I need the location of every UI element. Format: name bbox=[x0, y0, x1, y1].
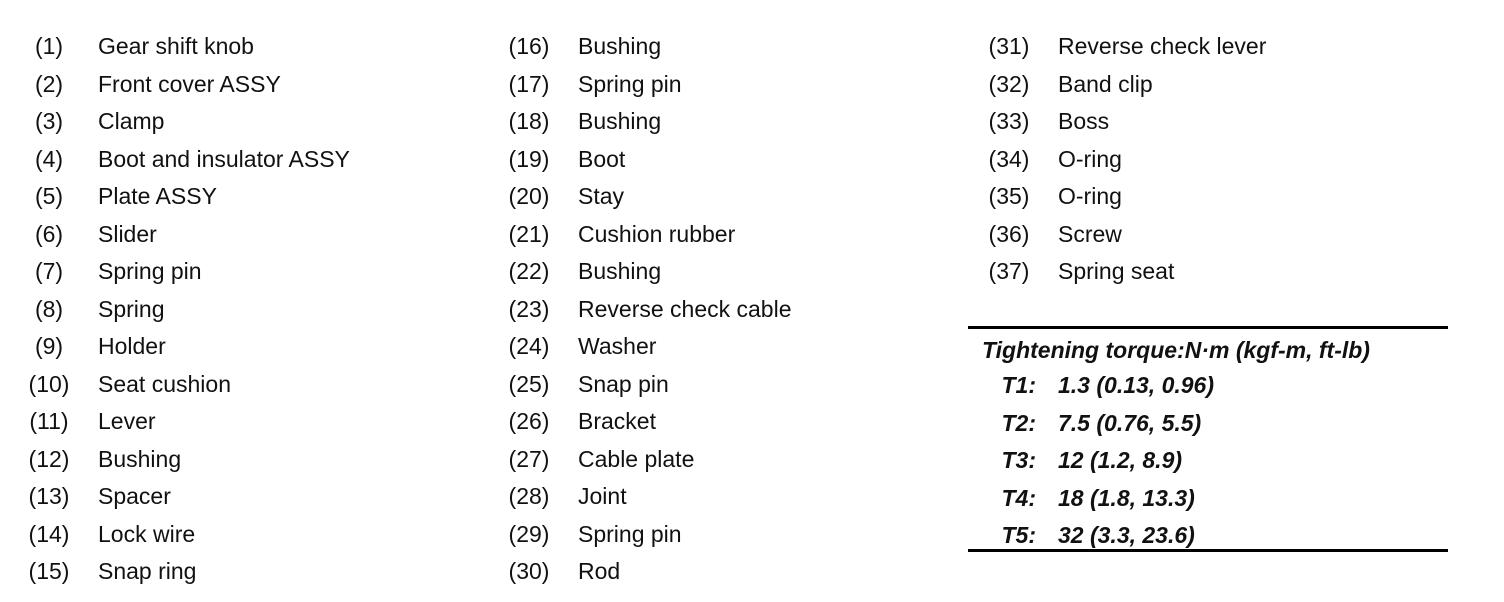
torque-row-t5 bbox=[968, 517, 1195, 555]
torque-code: T4: bbox=[1001, 484, 1036, 511]
part-name: Spring pin bbox=[578, 70, 682, 97]
part-row-35 bbox=[984, 178, 1266, 216]
torque-row-t2 bbox=[968, 405, 1201, 443]
part-row-29 bbox=[504, 516, 792, 554]
part-number: (31) bbox=[988, 33, 1030, 60]
part-row-24 bbox=[504, 328, 792, 366]
part-name: Bracket bbox=[578, 408, 656, 435]
part-row-16 bbox=[504, 28, 792, 66]
part-name: Spring seat bbox=[1058, 258, 1175, 285]
torque-row-t4 bbox=[968, 480, 1195, 518]
part-name: Lock wire bbox=[98, 520, 196, 547]
part-number: (36) bbox=[988, 220, 1030, 247]
part-name: Boot and insulator ASSY bbox=[98, 145, 350, 172]
part-name: Front cover ASSY bbox=[98, 70, 281, 97]
part-name: Joint bbox=[578, 483, 627, 510]
part-name: Reverse check lever bbox=[1058, 33, 1267, 60]
part-number: (30) bbox=[508, 558, 550, 585]
part-name: Holder bbox=[98, 333, 166, 360]
part-row-27 bbox=[504, 441, 792, 479]
part-name: Band clip bbox=[1058, 70, 1153, 97]
part-name: Cushion rubber bbox=[578, 220, 736, 247]
part-number: (10) bbox=[28, 370, 70, 397]
part-number: (35) bbox=[988, 183, 1030, 210]
part-name: Washer bbox=[578, 333, 657, 360]
torque-value: 1.3 (0.13, 0.96) bbox=[1058, 372, 1214, 399]
part-number: (25) bbox=[508, 370, 550, 397]
parts-column-1 bbox=[24, 28, 350, 591]
part-row-33 bbox=[984, 103, 1266, 141]
part-row-18 bbox=[504, 103, 792, 141]
part-name: O-ring bbox=[1058, 183, 1122, 210]
part-number: (7) bbox=[34, 258, 64, 285]
part-name: Boss bbox=[1058, 108, 1110, 135]
part-number: (3) bbox=[34, 108, 64, 135]
part-name: Spring pin bbox=[578, 520, 682, 547]
part-name: Snap pin bbox=[578, 370, 669, 397]
part-name: Slider bbox=[98, 220, 157, 247]
part-name: Snap ring bbox=[98, 558, 197, 585]
part-number: (28) bbox=[508, 483, 550, 510]
part-row-14 bbox=[24, 516, 350, 554]
part-name: Bushing bbox=[578, 33, 662, 60]
part-row-17 bbox=[504, 66, 792, 104]
part-row-5 bbox=[24, 178, 350, 216]
part-number: (22) bbox=[508, 258, 550, 285]
part-number: (9) bbox=[34, 333, 64, 360]
part-number: (27) bbox=[508, 445, 550, 472]
part-number: (29) bbox=[508, 520, 550, 547]
part-name: Rod bbox=[578, 558, 621, 585]
part-name: O-ring bbox=[1058, 145, 1122, 172]
part-number: (6) bbox=[34, 220, 64, 247]
part-name: Bushing bbox=[578, 108, 662, 135]
part-name: Reverse check cable bbox=[578, 295, 792, 322]
torque-row-t3 bbox=[968, 442, 1182, 480]
part-name: Cable plate bbox=[578, 445, 695, 472]
part-name: Bushing bbox=[98, 445, 182, 472]
part-number: (2) bbox=[34, 70, 64, 97]
part-row-7 bbox=[24, 253, 350, 291]
parts-column-3 bbox=[984, 28, 1266, 291]
part-row-8 bbox=[24, 291, 350, 329]
part-name: Seat cushion bbox=[98, 370, 231, 397]
part-number: (12) bbox=[28, 445, 70, 472]
part-row-37 bbox=[984, 253, 1266, 291]
part-number: (8) bbox=[34, 295, 64, 322]
part-row-4 bbox=[24, 141, 350, 179]
part-row-23 bbox=[504, 291, 792, 329]
part-row-2 bbox=[24, 66, 350, 104]
torque-row-t1 bbox=[968, 367, 1214, 405]
torque-code: T3: bbox=[1001, 447, 1036, 474]
part-number: (26) bbox=[508, 408, 550, 435]
part-number: (32) bbox=[988, 70, 1030, 97]
part-row-34 bbox=[984, 141, 1266, 179]
part-number: (1) bbox=[34, 33, 64, 60]
part-row-11 bbox=[24, 403, 350, 441]
part-number: (13) bbox=[28, 483, 70, 510]
torque-value: 12 (1.2, 8.9) bbox=[1058, 447, 1183, 474]
part-name: Stay bbox=[578, 183, 625, 210]
part-row-21 bbox=[504, 216, 792, 254]
part-number: (14) bbox=[28, 520, 70, 547]
torque-value: 18 (1.8, 13.3) bbox=[1058, 484, 1195, 511]
part-number: (19) bbox=[508, 145, 550, 172]
part-row-32 bbox=[984, 66, 1266, 104]
parts-list-2 bbox=[504, 28, 792, 591]
part-row-13 bbox=[24, 478, 350, 516]
part-name: Boot bbox=[578, 145, 626, 172]
part-number: (4) bbox=[34, 145, 64, 172]
torque-value: 7.5 (0.76, 5.5) bbox=[1058, 409, 1202, 436]
part-row-22 bbox=[504, 253, 792, 291]
part-name: Screw bbox=[1058, 220, 1122, 247]
part-row-9 bbox=[24, 328, 350, 366]
part-name: Spring pin bbox=[98, 258, 202, 285]
part-row-28 bbox=[504, 478, 792, 516]
part-number: (17) bbox=[508, 70, 550, 97]
part-name: Gear shift knob bbox=[98, 33, 254, 60]
part-number: (24) bbox=[508, 333, 550, 360]
part-name: Bushing bbox=[578, 258, 662, 285]
part-number: (23) bbox=[508, 295, 550, 322]
part-number: (34) bbox=[988, 145, 1030, 172]
part-name: Lever bbox=[98, 408, 156, 435]
part-name: Clamp bbox=[98, 108, 165, 135]
part-name: Spacer bbox=[98, 483, 171, 510]
torque-code: T5: bbox=[1001, 522, 1036, 549]
part-number: (33) bbox=[988, 108, 1030, 135]
part-row-12 bbox=[24, 441, 350, 479]
part-number: (16) bbox=[508, 33, 550, 60]
torque-table bbox=[968, 326, 1448, 552]
torque-code: T2: bbox=[1001, 409, 1036, 436]
part-row-19 bbox=[504, 141, 792, 179]
part-number: (21) bbox=[508, 220, 550, 247]
part-row-31 bbox=[984, 28, 1266, 66]
part-row-30 bbox=[504, 553, 792, 591]
part-number: (20) bbox=[508, 183, 550, 210]
part-number: (37) bbox=[988, 258, 1030, 285]
part-row-3 bbox=[24, 103, 350, 141]
part-name: Plate ASSY bbox=[98, 183, 217, 210]
part-row-20 bbox=[504, 178, 792, 216]
part-row-1 bbox=[24, 28, 350, 66]
part-row-25 bbox=[504, 366, 792, 404]
part-number: (5) bbox=[34, 183, 64, 210]
torque-code: T1: bbox=[1001, 372, 1036, 399]
part-number: (11) bbox=[29, 408, 69, 435]
parts-list-3 bbox=[984, 28, 1266, 291]
part-row-36 bbox=[984, 216, 1266, 254]
part-name: Spring bbox=[98, 295, 165, 322]
part-row-15 bbox=[24, 553, 350, 591]
parts-list-1 bbox=[24, 28, 350, 591]
part-row-6 bbox=[24, 216, 350, 254]
part-number: (15) bbox=[28, 558, 70, 585]
part-number: (18) bbox=[508, 108, 550, 135]
parts-column-2 bbox=[504, 28, 792, 591]
torque-value: 32 (3.3, 23.6) bbox=[1058, 522, 1195, 549]
torque-title: Tightening torque:N·m (kgf-m, ft-lb) bbox=[982, 337, 1370, 363]
part-row-26 bbox=[504, 403, 792, 441]
part-row-10 bbox=[24, 366, 350, 404]
